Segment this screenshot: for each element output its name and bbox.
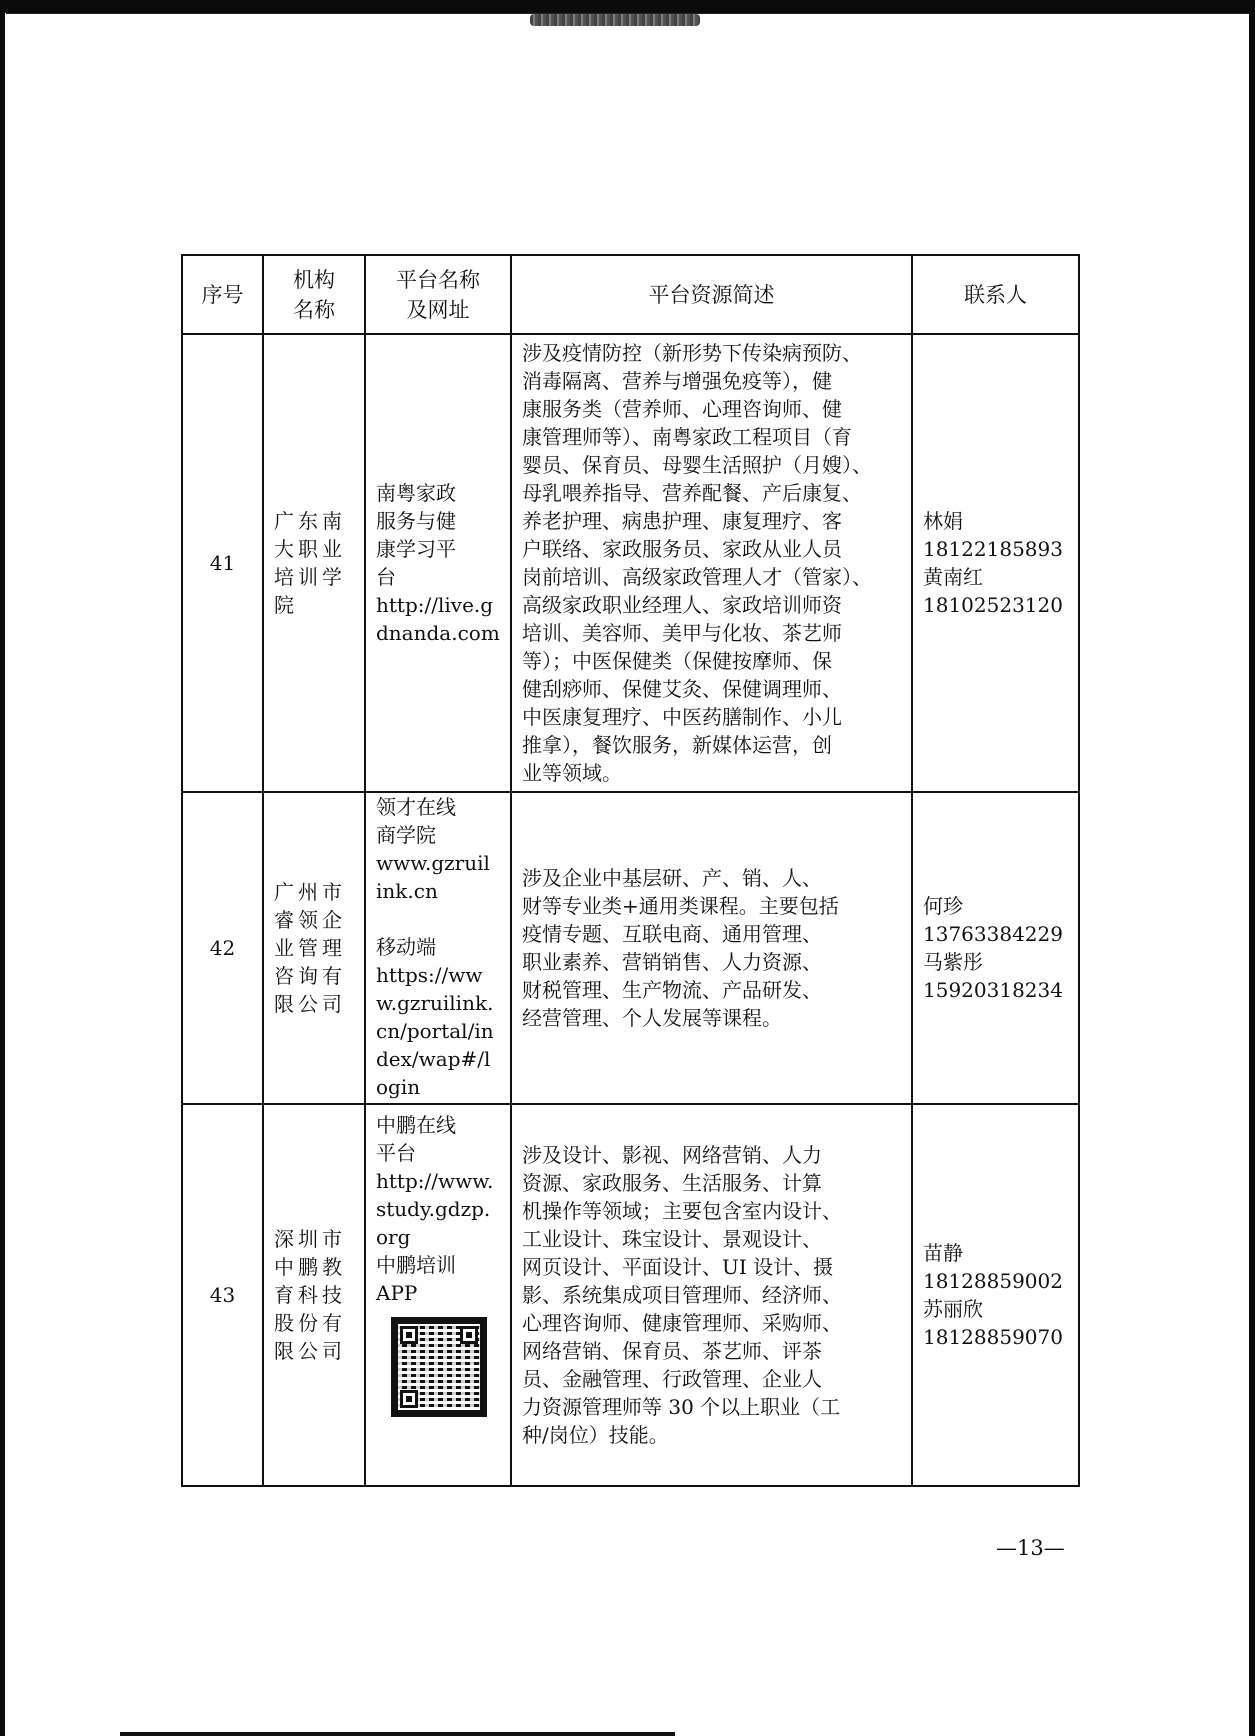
header-platform-line: 及网址: [406, 297, 470, 322]
org-name: [263, 1104, 365, 1486]
description-line: 经营管理、个人发展等课程。: [522, 1006, 782, 1030]
description-line: 母乳喂养指导、营养配餐、产后康复、: [522, 481, 862, 505]
qr-finder-icon: [400, 1390, 418, 1408]
org-line: 广东南: [274, 509, 346, 533]
org-name: [263, 792, 365, 1104]
contact-name: 马紫彤: [923, 950, 983, 974]
row-index: 43: [182, 1104, 263, 1486]
org-line: 股份有: [274, 1311, 346, 1335]
header-org: [263, 255, 365, 334]
contact-phone: 18122185893: [923, 537, 1063, 561]
contact-phone: 18102523120: [923, 593, 1063, 617]
spacer: [376, 905, 506, 933]
description-line: 网络营销、保育员、茶艺师、评茶: [522, 1339, 822, 1363]
description-line: 影、系统集成项目管理师、经济师、: [522, 1283, 842, 1307]
contact-cell: [912, 334, 1079, 792]
description-cell: [511, 792, 912, 1104]
description-line: 财税管理、生产物流、产品研发、: [522, 978, 822, 1002]
description-line: 婴员、保育员、母婴生活照护（月嫂）、: [522, 453, 872, 477]
platform-url[interactable]: org: [376, 1225, 411, 1249]
org-line: 院: [274, 593, 298, 617]
description-line: 涉及设计、影视、网络营销、人力: [522, 1143, 822, 1167]
platform-url[interactable]: study.gdzp.: [376, 1197, 491, 1221]
header-description: 平台资源简述: [511, 255, 912, 334]
platform-cell: [365, 334, 511, 792]
contact-phone: 18128859002: [923, 1269, 1063, 1293]
org-line: 限公司: [274, 992, 346, 1016]
description-line: 培训、美容师、美甲与化妆、茶艺师: [522, 621, 842, 645]
table-row: [182, 792, 1079, 1104]
contact-name: 苏丽欣: [923, 1297, 983, 1321]
header-index: 序号: [182, 255, 263, 334]
description-line: 中医康复理疗、中医药膳制作、小儿: [522, 705, 842, 729]
description-line: 康管理师等）、南粤家政工程项目（育: [522, 425, 852, 449]
description-line: 疫情专题、互联电商、通用管理、: [522, 922, 822, 946]
description-line: 养老护理、病患护理、康复理疗、客: [522, 509, 842, 533]
description-line: 业等领域。: [522, 761, 622, 785]
platform-line: 南粤家政: [376, 481, 456, 505]
platform-url[interactable]: ink.cn: [376, 879, 438, 903]
contact-phone: 15920318234: [923, 978, 1063, 1002]
description-line: 涉及疫情防控（新形势下传染病预防、: [522, 341, 862, 365]
header-platform-line: 平台名称: [396, 267, 480, 292]
platform-line: 平台: [376, 1141, 416, 1165]
description-line: 消毒隔离、营养与增强免疫等），健: [522, 369, 832, 393]
platform-line: 中鹏培训: [376, 1253, 456, 1277]
platform-line: APP: [376, 1281, 418, 1305]
contact-name: 黄南红: [923, 565, 983, 589]
org-line: 广州市: [274, 880, 346, 904]
scan-border-right: [1249, 0, 1255, 1736]
header-org-line: 名称: [293, 297, 335, 322]
description-line: 职业素养、营销销售、人力资源、: [522, 950, 822, 974]
description-line: 户联络、家政服务员、家政从业人员: [522, 537, 842, 561]
platform-cell: [365, 792, 511, 1104]
header-platform: [365, 255, 511, 334]
org-line: 培训学: [274, 565, 346, 589]
platform-line: 移动端: [376, 935, 436, 959]
scan-border-left: [0, 0, 5, 1736]
org-line: 限公司: [274, 1339, 346, 1363]
org-name: [263, 334, 365, 792]
platform-line: 台: [376, 565, 396, 589]
contact-cell: [912, 792, 1079, 1104]
contact-name: 林娟: [923, 509, 963, 533]
platform-url[interactable]: cn/portal/in: [376, 1019, 494, 1043]
row-index: 42: [182, 792, 263, 1104]
qr-code-pattern: [398, 1324, 480, 1410]
platform-url[interactable]: dnanda.com: [376, 621, 500, 645]
org-line: 业管理: [274, 936, 346, 960]
org-line: 深圳市: [274, 1227, 346, 1251]
description-line: 工业设计、珠宝设计、景观设计、: [522, 1227, 822, 1251]
contact-phone: 18128859070: [923, 1325, 1063, 1349]
description-line: 健刮痧师、保健艾灸、保健调理师、: [522, 677, 842, 701]
platform-url[interactable]: www.gzruil: [376, 851, 490, 875]
org-line: 睿领企: [274, 908, 346, 932]
platform-cell: [365, 1104, 511, 1486]
qr-finder-icon: [400, 1326, 418, 1344]
platform-line: 康学习平: [376, 537, 456, 561]
platform-url[interactable]: ogin: [376, 1075, 421, 1099]
description-cell: [511, 334, 912, 792]
platform-url[interactable]: http://live.g: [376, 593, 494, 617]
description-line: 推拿），餐饮服务，新媒体运营，创: [522, 733, 832, 757]
org-line: 咨询有: [274, 964, 346, 988]
row-index: 41: [182, 334, 263, 792]
contact-name: 苗静: [923, 1241, 963, 1265]
description-line: 资源、家政服务、生活服务、计算: [522, 1171, 822, 1195]
qr-code-icon: [391, 1317, 487, 1417]
platform-url[interactable]: w.gzruilink.: [376, 991, 494, 1015]
scan-smudge: [530, 14, 700, 26]
header-org-line: 机构: [293, 267, 335, 292]
description-line: 网页设计、平面设计、UI 设计、摄: [522, 1255, 834, 1279]
platform-line: 中鹏在线: [376, 1113, 456, 1137]
description-line: 心理咨询师、健康管理师、采购师、: [522, 1311, 842, 1335]
org-line: 育科技: [274, 1283, 346, 1307]
description-line: 高级家政职业经理人、家政培训师资: [522, 593, 842, 617]
platform-url[interactable]: dex/wap#/l: [376, 1047, 491, 1071]
description-line: 等）；中医保健类（保健按摩师、保: [522, 649, 832, 673]
platform-url[interactable]: https://ww: [376, 963, 483, 987]
table-row: [182, 334, 1079, 792]
contact-cell: [912, 1104, 1079, 1486]
description-line: 财等专业类+通用类课程。主要包括: [522, 894, 839, 918]
description-line: 康服务类（营养师、心理咨询师、健: [522, 397, 842, 421]
table-header-row: [182, 255, 1079, 334]
description-line: 种/岗位）技能。: [522, 1423, 669, 1447]
org-line: 中鹏教: [274, 1255, 346, 1279]
description-cell: [511, 1104, 912, 1486]
scan-border-top: [0, 0, 1255, 13]
header-contact: 联系人: [912, 255, 1079, 334]
platform-line: 服务与健: [376, 509, 456, 533]
description-line: 岗前培训、高级家政管理人才（管家）、: [522, 565, 872, 589]
description-line: 机操作等领域；主要包含室内设计、: [522, 1199, 842, 1223]
description-line: 员、金融管理、行政管理、企业人: [522, 1367, 822, 1391]
platform-table: [181, 254, 1080, 1487]
description-line: 力资源管理师等 30 个以上职业（工: [522, 1395, 841, 1419]
page-number: —13—: [996, 1536, 1065, 1560]
qr-finder-icon: [460, 1326, 478, 1344]
platform-url[interactable]: http://www.: [376, 1169, 494, 1193]
contact-name: 何珍: [923, 894, 963, 918]
table-row: [182, 1104, 1079, 1486]
scan-border-bottom: [120, 1732, 675, 1736]
description-line: 涉及企业中基层研、产、销、人、: [522, 866, 822, 890]
platform-line: 领才在线: [376, 795, 456, 819]
contact-phone: 13763384229: [923, 922, 1063, 946]
platform-line: 商学院: [376, 823, 436, 847]
org-line: 大职业: [274, 537, 346, 561]
